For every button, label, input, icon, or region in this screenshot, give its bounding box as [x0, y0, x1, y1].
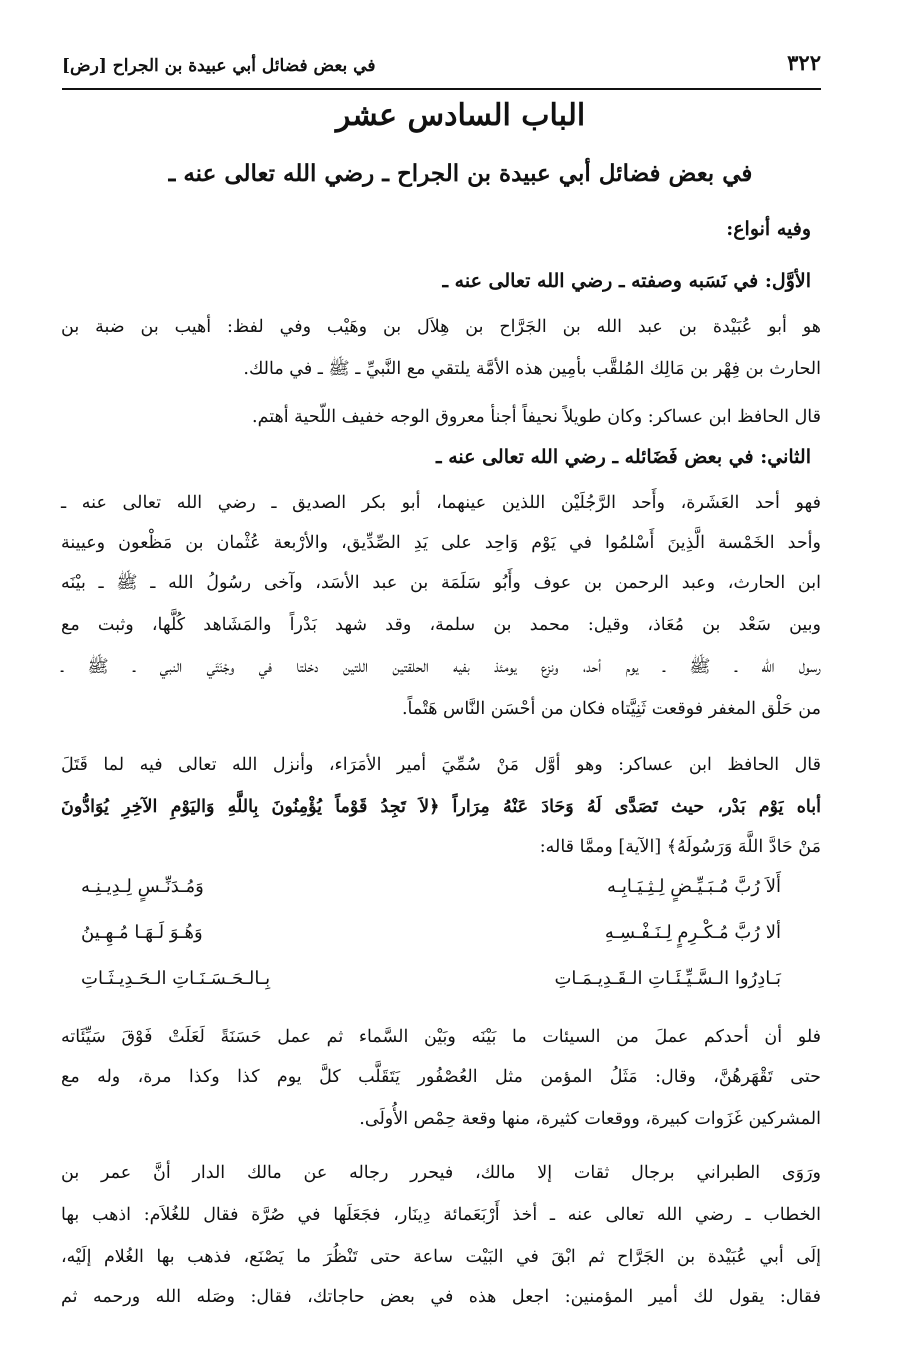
poem-hemistich: بَـادِرُوا الـسَّـيِّـئَـاتِ الـقَـدِيـمَـاتِ — [554, 968, 781, 989]
paragraph-line: ورَوَى الطبراني برجال ثقات إلا مالك، فيحرر رجاله عن مالك الدار أنَّ عمر بن — [61, 1163, 821, 1183]
paragraph-line: إلَى أبي عُبَيْدة بن الجَرَّاح ثم ابْقَ في البَيْت ساعة حتى تَنْظُرَ ما يَصْنَع، فذهب بها الغُلام إلَيْه، — [61, 1247, 821, 1267]
chapter-subtitle: في بعض فضائل أبي عبيدة بن الجراح ـ رضي الله تعالى عنه ـ — [168, 160, 753, 187]
page-number: ٣٢٢ — [787, 50, 821, 75]
chapter-title: الباب السادس عشر — [335, 98, 586, 133]
section-heading-second: الثاني: في بعض فَضَائله ـ رضي الله تعالى عنه ـ — [436, 446, 811, 468]
section-heading-first: الأوَّل: في نَسَبه وصفته ـ رضي الله تعالى عنه ـ — [442, 270, 811, 292]
paragraph-line: من حَلْق المغفر فوقعت ثَنِيَّتاه فكان من أحْسَن النَّاس هَتْماً. — [401, 699, 821, 719]
poem-verse — [81, 922, 781, 952]
poem-hemistich: بِـالـحَـسَـنَـاتِ الـحَـدِيـثَـاتِ — [81, 968, 271, 989]
poem-hemistich: ألا رُبَّ مُـكْـرِمٍ لِـنَـفْـسِـهِ — [604, 922, 781, 943]
paragraph-line: قال الحافظ ابن عساكر: وكان طويلاً نحيفاً أجنأ معروق الوجه خفيف اللّحية أهتم. — [252, 407, 821, 427]
poem-hemistich: وَهُـوَ لَـهَـا مُـهِـينُ — [81, 922, 203, 943]
paragraph-line: فلو أن أحدكم عملَ من السيئات ما بَيْنَه وبَيْن السَّماء ثم عمل حَسَنَةً لَعَلَتْ فَوْقَ سَيِّئَاته — [61, 1027, 821, 1047]
paragraph-line: ابن الحارث، وعبد الرحمن بن عوف وأَبُو سَلَمَة بن عبد الأسَد، وآخى رسُولُ الله ـ ﷺ ـ بيْنَه — [61, 573, 821, 593]
paragraph-line: قال الحافظ ابن عساكر: وهو أوَّل مَنْ سُمِّيَ أمير الأمَرَاء، وأنزل الله تعالى فيه لما قَتَلَ — [61, 755, 821, 775]
paragraph-line: هو أبو عُبَيْدة بن عبد الله بن الجَرَّاح بن هِلاَل بن وهَيْب وفي لفظ: أهيب بن ضبة بن — [61, 317, 821, 337]
paragraph-line: وبين سَعْد بن مُعَاذ، وقيل: محمد بن سلمة، وقد شهد بَدْراً والمَشَاهد كُلَّها، وثبت مع — [61, 615, 821, 635]
paragraph-line: مَنْ حَادَّ اللَّهَ وَرَسُولَهُ﴾ [الآية] وممَّا قاله: — [539, 837, 821, 857]
poem-verse — [81, 968, 781, 998]
running-header-title: في بعض فضائل أبي عبيدة بن الجراح [رض] — [62, 56, 376, 76]
paragraph-line: الخطاب ـ رضي الله تعالى عنه ـ أخذ أَرْبَعَمائة دِينَار، فجَعَلَها في صُرَّة فقال للغُلاَم: اذهب بها — [61, 1205, 821, 1225]
paragraph-line: فقال: يقول لك أمير المؤمنين: اجعل هذه في بعض حاجاتك، فقال: وصَله الله ورحمه ثم — [61, 1287, 821, 1307]
paragraph-line: حتى تَقْهَرهُنَّ، وقال: مَثَلُ المؤمن مثل العُصْفُور يَتَقَلَّب كلَّ يوم كذا وكذا مرة، وله مع — [61, 1067, 821, 1087]
paragraph-line: الحارث بن فِهْر بن مَالِك المُلقَّب بأمِين هذه الأمَّة يلتقي مع النَّبيِّ ـ ﷺ ـ في مالك. — [243, 359, 821, 379]
poem-hemistich: وَمُـدَنِّـسٍ لِـدِيـنِـه — [81, 876, 204, 897]
paragraph-line: وأحد الخَمْسة الَّذِينَ أَسْلمُوا في يَوْم وَاحِد على يَدِ الصِّدِّيق، والأرْبعة عُثْمان بن مَظْعون وعيينة — [61, 533, 821, 553]
paragraph-line: فهو أحد العَشَرة، وأَحد الرَّجُلَيْن اللذين عينهما، أبو بكر الصديق ـ رضي الله تعالى عنه ـ — [61, 493, 821, 513]
poem-verse — [81, 876, 781, 906]
paragraph-line: المشركين غَزَوات كبيرة، ووقعات كثيرة، منها وقعة حِمْص الأُولَى. — [359, 1109, 821, 1129]
paragraph-line-quran: أباه يَوْم بَدْر، حيث تَصَدَّى لَهُ وَحَادَ عَنْهُ مِرَاراً ﴿لاَ تَجِدُ قَوْماً يُؤْمِنُونَ بِاللَّهِ وَاليَوْمِ الآخِرِ يُوَادُّونَ — [61, 797, 821, 817]
paragraph-line: رسول الله ـ ﷺ ـ يوم أحد، ونزع يومئذ بفيه الحلقتين اللتين دخلتا في وجْنَتَي النبي ـ ﷺ ـ — [61, 657, 821, 677]
running-header — [62, 50, 821, 90]
intro-line: وفيه أنواع: — [726, 218, 811, 240]
poem-hemistich: أَلاَ رُبَّ مُـبَـيِّـضٍ لِـثِـيَـابِـه — [606, 876, 781, 897]
